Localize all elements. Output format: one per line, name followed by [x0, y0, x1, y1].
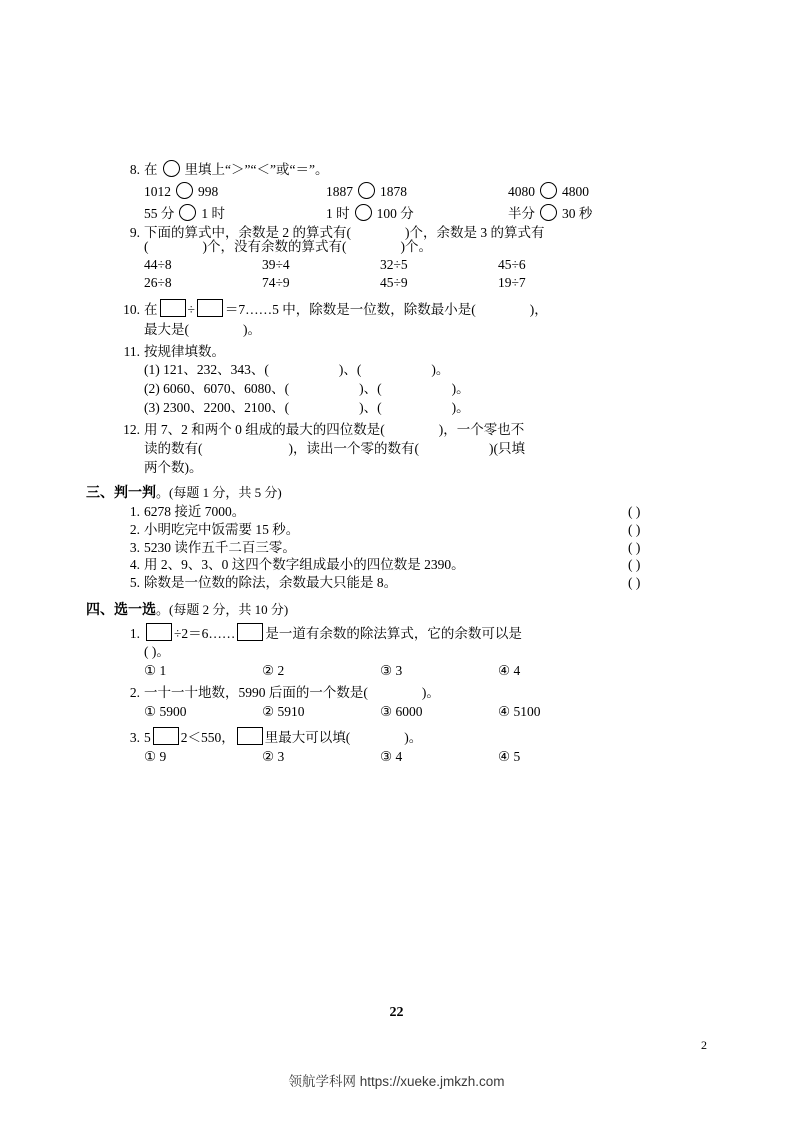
answer-parentheses[interactable]: ( )	[628, 539, 641, 555]
option[interactable]: ② 2	[262, 663, 285, 679]
compare-pair	[326, 204, 508, 222]
compare-left: 55 分	[144, 205, 175, 221]
expression: 39÷4	[262, 257, 290, 273]
circle-blank-icon[interactable]	[540, 182, 557, 199]
section-3-title: 三、判一判	[86, 485, 156, 501]
question-11	[110, 345, 700, 416]
question-11-item-3	[110, 401, 700, 416]
choice-3-text-d: )。	[404, 729, 423, 745]
item-mid: )、(	[338, 362, 362, 378]
question-10-text-c: ＝7……5 中，除数是一位数，除数最小是(	[224, 301, 476, 317]
question-10-number: 10.	[123, 301, 140, 317]
item-mid: )、(	[359, 400, 382, 416]
expression: 19÷7	[498, 275, 526, 291]
compare-left: 1012	[144, 183, 171, 199]
item-number: 5.	[129, 575, 140, 591]
option[interactable]: ③ 6000	[380, 703, 423, 719]
item-label: (3)	[144, 400, 160, 416]
judge-item-1	[110, 505, 700, 520]
compare-pair	[144, 204, 326, 222]
choice-question-2	[110, 686, 700, 720]
item-label: (1)	[144, 362, 160, 378]
item-end: )。	[451, 381, 470, 397]
blank-box[interactable]	[153, 727, 179, 745]
question-9-line2	[110, 240, 700, 255]
item-text: 121、232、343、(	[163, 362, 269, 378]
item-text: 2300、2200、2100、(	[163, 400, 290, 416]
circle-blank-icon[interactable]	[355, 204, 372, 221]
question-11-title: 按规律填数。	[144, 343, 225, 359]
compare-right: 998	[198, 183, 219, 199]
section-4-heading	[86, 603, 700, 618]
item-text: 6060、6070、6080、(	[163, 381, 290, 397]
blank-box[interactable]	[237, 623, 263, 641]
option[interactable]: ① 5900	[144, 703, 187, 719]
blank-box[interactable]	[237, 727, 263, 745]
compare-pair	[326, 182, 508, 200]
question-12-line1-a: 用 7、2 和两个 0 组成的最大的四位数是(	[144, 421, 385, 437]
item-label: (2)	[144, 381, 160, 397]
question-8-number: 8.	[129, 162, 140, 177]
choice-question-1	[110, 623, 700, 680]
blank-box[interactable]	[197, 299, 223, 317]
compare-right: 100 分	[376, 205, 414, 221]
item-number: 2.	[129, 685, 140, 701]
compare-pair	[508, 182, 690, 200]
choice-1-text-a: ÷2＝6……	[174, 625, 236, 641]
compare-left: 1 时	[326, 205, 350, 221]
choice-3-text-b: 2＜550，	[180, 729, 235, 745]
choice-question-3	[110, 727, 700, 765]
expression: 44÷8	[144, 257, 172, 273]
question-10-text-e: 最大是(	[144, 321, 189, 337]
compare-left: 半分	[508, 205, 535, 221]
circle-blank-icon[interactable]	[179, 204, 196, 221]
question-8	[110, 160, 700, 222]
question-12-line1-b: )，一个零也不	[438, 421, 525, 437]
question-9-line1-a: 下面的算式中，余数是 2 的算式有(	[144, 224, 351, 240]
item-mid: )、(	[359, 381, 382, 397]
answer-parentheses[interactable]: ( )	[628, 557, 641, 573]
question-8-row-2	[110, 204, 700, 222]
option[interactable]: ③ 4	[380, 748, 403, 764]
compare-pair	[508, 204, 690, 222]
option[interactable]: ① 9	[144, 748, 167, 764]
option[interactable]: ② 5910	[262, 703, 305, 719]
question-10-text-f: )。	[243, 321, 261, 337]
question-12	[110, 423, 700, 476]
expression: 45÷6	[498, 257, 526, 273]
compare-pair	[144, 182, 326, 200]
expression: 45÷9	[380, 275, 408, 291]
compare-right: 30 秒	[562, 205, 593, 221]
choice-1-line2: ( )。	[144, 644, 170, 660]
question-9-expressions-row-1	[110, 258, 700, 273]
corner-page-number: 2	[701, 1038, 707, 1052]
option[interactable]: ④ 4	[498, 663, 521, 679]
section-3-items	[110, 505, 700, 591]
question-12-line2-b: )，读出一个零的数有(	[288, 440, 419, 456]
item-number: 2.	[129, 521, 140, 537]
question-12-line3: 两个数)。	[144, 459, 203, 475]
circle-blank-icon[interactable]	[176, 182, 193, 199]
item-number: 3.	[129, 729, 140, 745]
section-3-score: 。(每题 1 分，共 5 分)	[156, 484, 282, 500]
item-end: )。	[451, 400, 470, 416]
answer-parentheses[interactable]: ( )	[628, 503, 641, 519]
circle-blank-icon[interactable]	[163, 160, 180, 177]
exam-content	[86, 160, 700, 768]
section-4-score: 。(每题 2 分，共 10 分)	[156, 602, 289, 618]
question-10-divide-sign: ÷	[187, 301, 195, 317]
question-9-number: 9.	[129, 224, 140, 240]
answer-parentheses[interactable]: ( )	[628, 521, 641, 537]
page-number: 22	[389, 1005, 404, 1020]
question-12-line2-a: 读的数有(	[144, 440, 203, 456]
choice-2-options	[110, 705, 700, 720]
circle-blank-icon[interactable]	[358, 182, 375, 199]
choice-1-options	[110, 664, 700, 679]
expression: 26÷8	[144, 275, 172, 291]
blank-box[interactable]	[146, 623, 172, 641]
item-text: 小明吃完中饭需要 15 秒。	[144, 521, 300, 537]
option[interactable]: ④ 5	[498, 748, 521, 764]
item-number: 1.	[129, 503, 140, 519]
blank-box[interactable]	[160, 299, 186, 317]
item-number: 4.	[129, 557, 140, 573]
choice-2-text: 一十一十地数，5990 后面的一个数是(	[144, 685, 368, 701]
compare-right: 4800	[562, 183, 589, 199]
question-10-text-a: 在	[144, 301, 158, 317]
choice-2-text-end: )。	[421, 685, 440, 701]
question-10-line2	[110, 323, 700, 338]
question-12-line2	[110, 442, 700, 457]
question-9-line2-a: (	[144, 239, 149, 255]
question-9-expressions-row-2	[110, 276, 700, 291]
question-8-text-after: 里填上“＞”“＜”或“＝”。	[184, 162, 329, 177]
question-8-row-1	[110, 182, 700, 200]
question-9-line1-b: )个，余数是 3 的算式有	[405, 224, 545, 240]
question-8-text-before: 在	[144, 162, 158, 177]
judge-item-4	[110, 558, 700, 573]
question-9-line2-c: )个。	[400, 239, 432, 255]
item-number: 1.	[129, 625, 140, 641]
compare-right: 1878	[380, 183, 407, 199]
question-11-item-1	[110, 363, 700, 378]
judge-item-3	[110, 541, 700, 556]
compare-left: 4080	[508, 183, 535, 199]
answer-parentheses[interactable]: ( )	[628, 575, 641, 591]
question-9	[110, 226, 700, 291]
circle-blank-icon[interactable]	[540, 204, 557, 221]
choice-3-text-a: 5	[144, 729, 151, 745]
choice-1-text-b: 是一道有余数的除法算式，它的余数可以是	[265, 625, 522, 641]
expression: 32÷5	[380, 257, 408, 273]
section-3-heading	[86, 486, 700, 501]
judge-item-5	[110, 576, 700, 591]
item-text: 5230 读作五千二百三零。	[144, 539, 296, 555]
judge-item-2	[110, 523, 700, 538]
item-text: 6278 接近 7000。	[144, 503, 246, 519]
item-number: 3.	[129, 539, 140, 555]
choice-3-options	[110, 750, 700, 765]
option[interactable]: ① 1	[144, 663, 167, 679]
question-10	[110, 299, 700, 338]
question-9-line2-b: )个，没有余数的算式有(	[202, 239, 347, 255]
question-11-item-2	[110, 382, 700, 397]
compare-left: 1887	[326, 183, 353, 199]
compare-right: 1 时	[201, 205, 225, 221]
option[interactable]: ③ 3	[380, 663, 403, 679]
option[interactable]: ② 3	[262, 748, 285, 764]
question-12-number: 12.	[123, 421, 140, 437]
question-11-number: 11.	[123, 343, 140, 359]
item-end: )。	[431, 362, 450, 378]
footer-watermark: 领航学科网 https://xueke.jmkzh.com	[288, 1074, 505, 1089]
item-text: 用 2、9、3、0 这四个数字组成最小的四位数是 2390。	[144, 557, 465, 573]
item-text: 除数是一位数的除法，余数最大只能是 8。	[144, 575, 398, 591]
question-12-line2-c: )(只填	[489, 440, 525, 456]
section-4-title: 四、选一选	[86, 603, 156, 619]
option[interactable]: ④ 5100	[498, 703, 541, 719]
question-10-text-d: )，	[529, 301, 548, 317]
expression: 74÷9	[262, 275, 290, 291]
choice-3-text-c: 里最大可以填(	[264, 729, 351, 745]
